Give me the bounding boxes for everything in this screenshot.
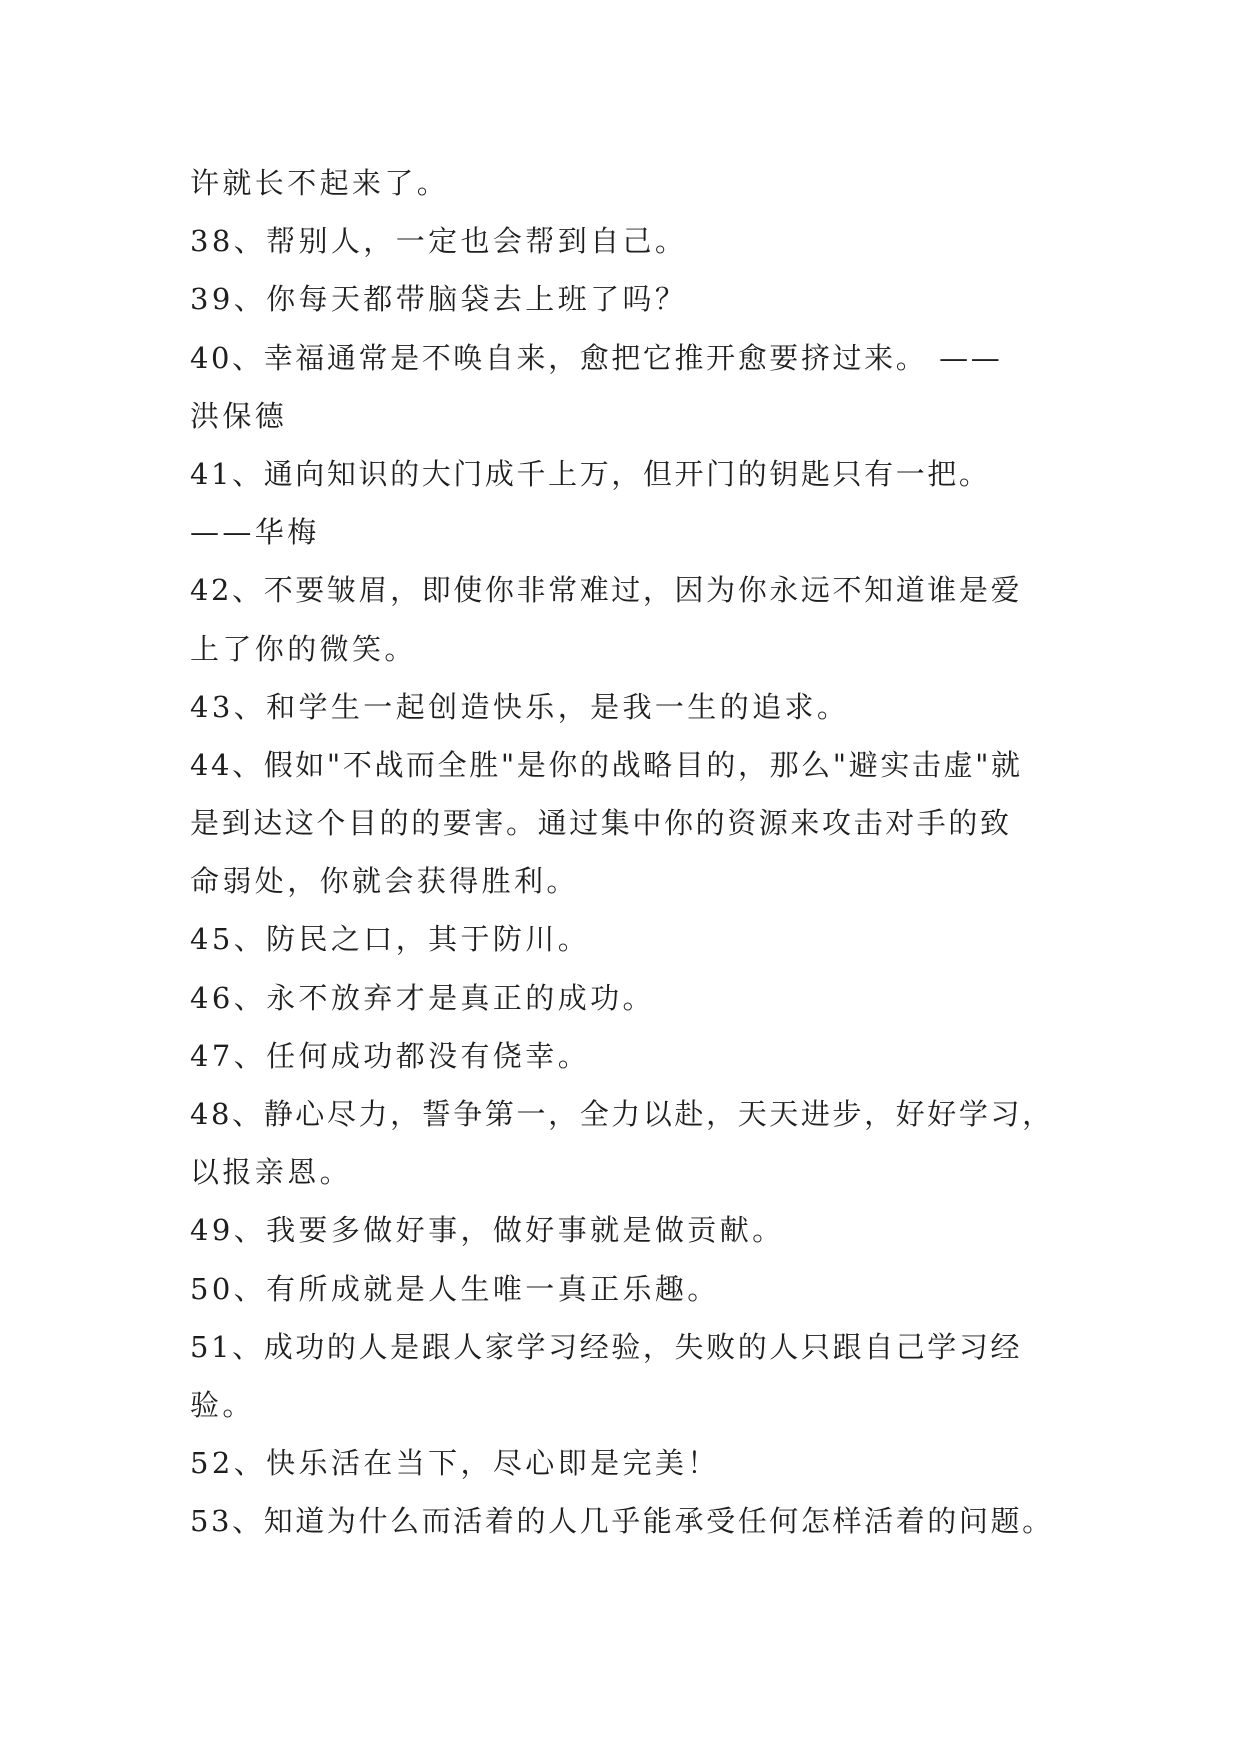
document-body	[190, 154, 1065, 1551]
text-line: 50、有所成就是人生唯一真正乐趣。	[190, 1271, 720, 1306]
text-line: 44、假如"不战而全胜"是你的战略目的，那么"避实击虚"就	[190, 747, 1023, 782]
text-line: 42、不要皱眉，即使你非常难过，因为你永远不知道谁是爱	[190, 573, 1023, 608]
text-line: 47、任何成功都没有侥幸。	[190, 1038, 591, 1073]
text-line: ——华梅	[190, 515, 320, 550]
text-line: 53、知道为什么而活着的人几乎能承受任何怎样活着的问题。	[190, 1504, 1054, 1539]
text-line: 命弱处，你就会获得胜利。	[190, 864, 579, 899]
text-line: 验。	[190, 1387, 255, 1422]
text-line: 49、我要多做好事，做好事就是做贡献。	[190, 1213, 785, 1248]
text-line: 40、幸福通常是不唤自来，愈把它推开愈要挤过来。 ——	[190, 340, 1003, 375]
text-line: 41、通向知识的大门成千上万，但开门的钥匙只有一把。	[190, 456, 991, 491]
text-line: 上了你的微笑。	[190, 631, 417, 666]
text-line: 51、成功的人是跟人家学习经验，失败的人只跟自己学习经	[190, 1329, 1023, 1364]
text-line: 38、帮别人，一定也会帮到自己。	[190, 224, 688, 259]
text-line: 48、静心尽力，誓争第一，全力以赴，天天进步，好好学习，	[190, 1097, 1054, 1131]
text-line: 39、你每天都带脑袋去上班了吗？	[190, 282, 688, 317]
text-line: 以报亲恩。	[190, 1155, 353, 1190]
text-line: 洪保德	[190, 398, 288, 433]
text-line: 43、和学生一起创造快乐，是我一生的追求。	[190, 689, 850, 724]
text-line: 46、永不放弃才是真正的成功。	[190, 980, 655, 1015]
text-line: 是到达这个目的的要害。通过集中你的资源来攻击对手的致	[190, 806, 1012, 841]
text-line: 许就长不起来了。	[190, 166, 450, 200]
text-line: 45、防民之口，其于防川。	[190, 922, 591, 957]
text-line: 52、快乐活在当下，尽心即是完美！	[190, 1446, 720, 1481]
